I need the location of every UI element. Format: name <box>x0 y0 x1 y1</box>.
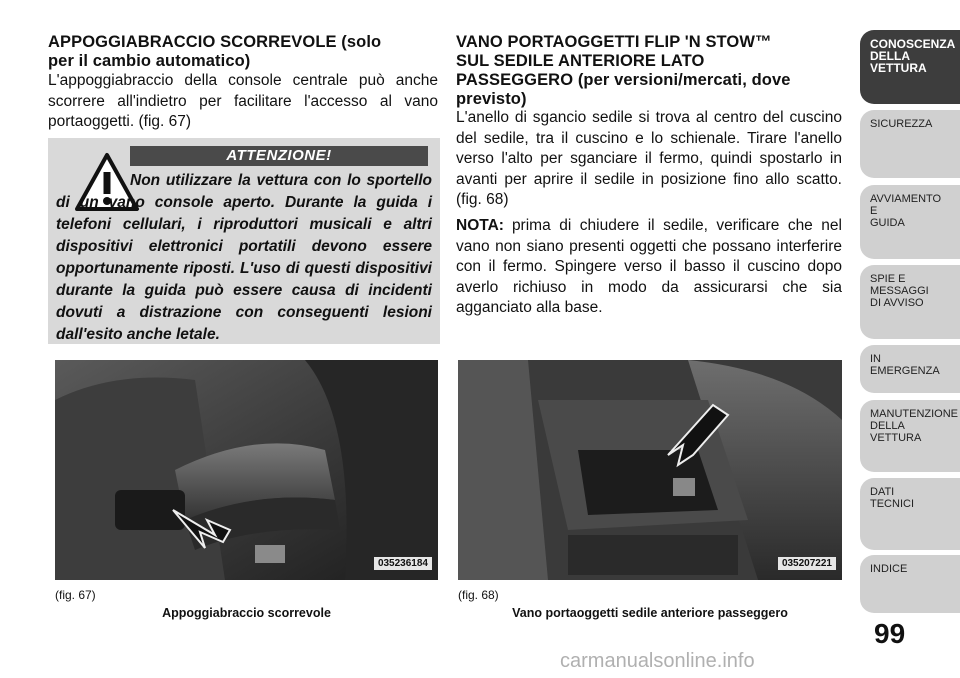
chapter-tab-label: DELLA <box>870 49 910 63</box>
section-heading-sliding-armrest <box>48 33 448 71</box>
note-paragraph <box>456 216 842 319</box>
chapter-tab-label: VETTURA <box>870 432 922 444</box>
figure-label: (fig. 67) <box>55 588 96 602</box>
note-text: prima di chiudere il sedile, verificare che nel vano non siano presenti oggetti che possano interferire con il fermo. Spingere verso il basso il cuscino dopo averlo richiuso in modo da assicurarsi che sia agganciato alla base. <box>456 217 842 317</box>
heading-line: VANO PORTAOGGETTI FLIP 'N STOW™ <box>456 33 772 51</box>
figure-code: 035207221 <box>778 557 836 570</box>
note-label: NOTA: <box>456 217 504 234</box>
chapter-tab-label: INDICE <box>870 563 908 575</box>
heading-line: PASSEGGERO (per versioni/mercati, dove <box>456 71 791 89</box>
heading-line: SUL SEDILE ANTERIORE LATO <box>456 52 705 70</box>
chapter-tab-label: DELLA <box>870 420 905 432</box>
chapter-tab-label: MESSAGGI <box>870 285 929 297</box>
chapter-tab-label: TECNICI <box>870 498 914 510</box>
chapter-tab[interactable] <box>860 345 960 393</box>
chapter-tab-label: E <box>870 205 878 217</box>
figure-caption: Appoggiabraccio scorrevole <box>162 606 331 620</box>
figure-67-photo <box>55 360 438 580</box>
chapter-tab[interactable] <box>860 478 960 550</box>
chapter-tab[interactable] <box>860 110 960 178</box>
chapter-tab-label: AVVIAMENTO <box>870 193 942 205</box>
section-heading-flip-n-stow <box>456 33 856 109</box>
figure-code: 035236184 <box>374 557 432 570</box>
chapter-tab-label: DATI <box>870 486 895 498</box>
warning-box <box>48 138 440 344</box>
chapter-tab-label: EMERGENZA <box>870 365 940 377</box>
chapter-tab-label: GUIDA <box>870 217 905 229</box>
chapter-tab[interactable] <box>860 30 960 104</box>
chapter-tab[interactable] <box>860 265 960 339</box>
chapter-tab-label: MANUTENZIONE <box>870 408 958 420</box>
chapter-tab-label: VETTURA <box>870 61 927 75</box>
chapter-tab-label: IN <box>870 353 881 365</box>
chapter-tab[interactable] <box>860 555 960 613</box>
warning-title: ATTENZIONE! <box>130 146 428 166</box>
heading-line: previsto) <box>456 90 527 108</box>
warning-text: Non utilizzare la vettura con lo sportello di un vano console aperto. Durante la guida i telefoni cellulari, i riproduttori musicali e altri dispositivi elettronici portatili devono essere opportunamente riposti. L'uso di questi dispositivi durante la guida può essere causa di incidenti dovuti a distrazione con conseguenti lesioni dall'esito anche letale. <box>56 172 432 343</box>
armrest-body-text: L'appoggiabraccio della console centrale può anche scorrere all'indietro per facilitare l'accesso al vano portaoggetti. (fig. 67) <box>48 72 438 131</box>
figure-caption: Vano portaoggetti sedile anteriore passeggero <box>512 606 788 620</box>
chapter-tab[interactable] <box>860 400 960 472</box>
watermark: carmanualsonline.info <box>560 650 755 672</box>
chapter-tab[interactable] <box>860 185 960 259</box>
chapter-tab-label: SICUREZZA <box>870 118 933 130</box>
flip-n-stow-body-text: L'anello di sgancio sedile si trova al centro del cuscino del sedile, tra il cuscino e lo schienale. Tirare l'anello verso l'alto per sganciare il fermo, quindi spostarlo in avanti per aprire il sedile in posizione fino allo scatto. (fig. 68) <box>456 109 842 209</box>
heading-line: per il cambio automatico) <box>48 52 251 70</box>
page-number: 99 <box>874 618 906 649</box>
armrest-illustration <box>55 360 438 580</box>
chapter-tab-label: DI AVVISO <box>870 297 924 309</box>
figure-label: (fig. 68) <box>458 588 499 602</box>
chapter-tab-label: CONOSCENZA <box>870 37 956 51</box>
heading-line: APPOGGIABRACCIO SCORREVOLE (solo <box>48 33 382 51</box>
chapter-tab-label: SPIE E <box>870 273 906 285</box>
seat-storage-illustration <box>458 360 842 580</box>
figure-68-photo <box>458 360 842 580</box>
